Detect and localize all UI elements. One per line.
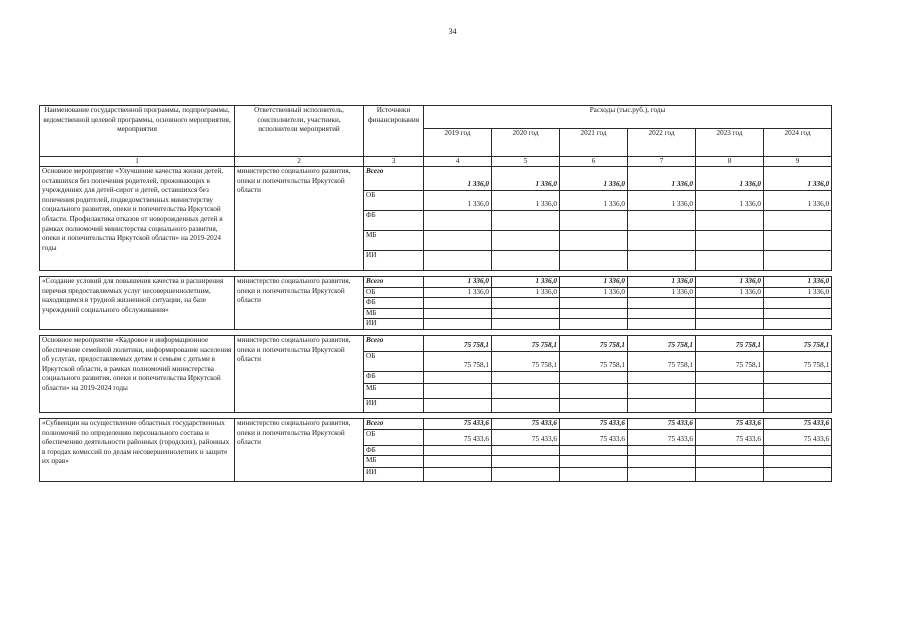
expense-value <box>560 298 628 309</box>
funding-source: ФБ <box>364 298 424 309</box>
funding-source: ИИ <box>364 251 424 271</box>
expense-value <box>424 298 492 309</box>
expense-value: 75 758,1 <box>764 335 832 351</box>
column-number: 3 <box>364 157 424 167</box>
expense-value <box>492 298 560 309</box>
activity-name: «Создание условий для повышения качества и расширения перечня предоставляемых услуг несовершеннолетним, находящимся в трудной жизненной ситуации, на базе учреждений социального обслуживания» <box>40 277 235 330</box>
expense-value <box>560 308 628 319</box>
expense-value <box>560 231 628 251</box>
column-number: 4 <box>424 157 492 167</box>
expense-value <box>696 468 764 482</box>
expense-value <box>424 231 492 251</box>
expense-value <box>628 319 696 330</box>
expense-value: 1 336,0 <box>560 277 628 288</box>
header-year: 2021 год <box>560 129 628 157</box>
expense-value: 75 433,6 <box>560 418 628 429</box>
expense-value: 75 758,1 <box>424 351 492 371</box>
funding-source: МБ <box>364 231 424 251</box>
expense-value: 1 336,0 <box>424 191 492 211</box>
executor-name: министерство социального развития, опеки и попечительства Иркутской области <box>235 277 364 330</box>
column-number-row <box>40 157 832 167</box>
expense-value <box>764 398 832 412</box>
header-year: 2024 год <box>764 129 832 157</box>
header-row <box>40 106 832 129</box>
expense-value <box>560 456 628 468</box>
funding-source: ФБ <box>364 371 424 383</box>
expense-value: 1 336,0 <box>628 191 696 211</box>
expense-value <box>424 319 492 330</box>
expense-value <box>696 445 764 456</box>
expense-value: 75 433,6 <box>492 418 560 429</box>
expense-value: 75 433,6 <box>424 418 492 429</box>
expense-value <box>696 319 764 330</box>
expense-value: 75 758,1 <box>696 351 764 371</box>
table-row <box>40 277 832 288</box>
header-year: 2022 год <box>628 129 696 157</box>
expense-value <box>696 308 764 319</box>
expense-value <box>492 308 560 319</box>
expense-value <box>492 445 560 456</box>
expense-value: 75 758,1 <box>764 351 832 371</box>
expense-value <box>628 251 696 271</box>
expense-value: 1 336,0 <box>764 277 832 288</box>
table-body <box>40 167 832 482</box>
expense-value <box>492 371 560 383</box>
expense-value <box>764 251 832 271</box>
expense-value <box>492 456 560 468</box>
expense-value <box>764 211 832 231</box>
expense-value <box>424 211 492 231</box>
column-number: 6 <box>560 157 628 167</box>
header-funding-sources: Источники финансирования <box>364 106 424 157</box>
expense-value <box>424 308 492 319</box>
column-number: 8 <box>696 157 764 167</box>
header-program-name: Наименование государственной программы, подпрограммы, ведомственной целевой программы, основного мероприятия, мероприятия <box>40 106 235 157</box>
expense-value <box>696 456 764 468</box>
expense-value: 75 433,6 <box>492 429 560 445</box>
expense-value: 75 758,1 <box>424 335 492 351</box>
expense-value <box>764 319 832 330</box>
expense-value <box>424 468 492 482</box>
expense-value <box>628 468 696 482</box>
expense-value: 75 433,6 <box>424 429 492 445</box>
expense-value <box>628 398 696 412</box>
table-row <box>40 335 832 351</box>
expense-value <box>560 445 628 456</box>
expense-value: 75 758,1 <box>696 335 764 351</box>
expense-value: 1 336,0 <box>492 167 560 191</box>
expense-value <box>764 456 832 468</box>
expense-value: 75 758,1 <box>492 351 560 371</box>
expense-value: 75 433,6 <box>764 418 832 429</box>
expense-value <box>560 251 628 271</box>
expense-value: 1 336,0 <box>424 287 492 298</box>
funding-source: ИИ <box>364 319 424 330</box>
expense-value: 1 336,0 <box>492 287 560 298</box>
expense-value <box>492 398 560 412</box>
budget-table <box>39 105 832 482</box>
expense-value: 75 433,6 <box>628 418 696 429</box>
expense-value <box>560 383 628 398</box>
expense-value: 1 336,0 <box>424 167 492 191</box>
expense-value <box>696 298 764 309</box>
expense-value: 1 336,0 <box>424 277 492 288</box>
expense-value <box>696 398 764 412</box>
table-row <box>40 167 832 191</box>
expense-value <box>492 211 560 231</box>
expense-value: 1 336,0 <box>764 287 832 298</box>
expense-value: 75 758,1 <box>628 335 696 351</box>
expense-value: 1 336,0 <box>560 287 628 298</box>
expense-value <box>696 371 764 383</box>
expense-value <box>628 211 696 231</box>
expense-value <box>424 371 492 383</box>
expense-value <box>424 398 492 412</box>
expense-value <box>492 231 560 251</box>
expense-value <box>492 251 560 271</box>
table-row <box>40 418 832 429</box>
expense-value <box>628 298 696 309</box>
funding-source: МБ <box>364 456 424 468</box>
expense-value <box>696 211 764 231</box>
expense-value <box>628 383 696 398</box>
expense-value <box>764 445 832 456</box>
expense-value <box>764 231 832 251</box>
activity-name: Основное мероприятие «Кадровое и информационное обеспечение семейной политики, информирование населения об услугах, предоставляемых детям и семьям с детьми в Иркутской области, в рамках полномочий министерства социального развития, опеки и попечительства Иркутской области» на 2019-2024 годы <box>40 335 235 412</box>
expense-value: 1 336,0 <box>696 167 764 191</box>
expense-value: 75 758,1 <box>628 351 696 371</box>
executor-name: министерство социального развития, опеки и попечительства Иркутской области <box>235 418 364 481</box>
expense-value: 1 336,0 <box>696 287 764 298</box>
header-year: 2020 год <box>492 129 560 157</box>
expense-value <box>424 456 492 468</box>
expense-value <box>628 371 696 383</box>
funding-source: Всего <box>364 277 424 288</box>
expense-value <box>560 211 628 231</box>
expense-value: 1 336,0 <box>696 277 764 288</box>
expense-value <box>628 231 696 251</box>
expense-value <box>764 468 832 482</box>
funding-source: ОБ <box>364 351 424 371</box>
column-number: 1 <box>40 157 235 167</box>
column-number: 9 <box>764 157 832 167</box>
header-expenses: Расходы (тыс.руб.), годы <box>424 106 832 129</box>
expense-value: 1 336,0 <box>560 167 628 191</box>
expense-value <box>628 445 696 456</box>
expense-value: 75 433,6 <box>696 418 764 429</box>
funding-source: Всего <box>364 335 424 351</box>
expense-value: 75 758,1 <box>492 335 560 351</box>
funding-source: ОБ <box>364 191 424 211</box>
expense-value <box>628 456 696 468</box>
expense-value <box>560 398 628 412</box>
expense-value <box>764 383 832 398</box>
expense-value <box>764 308 832 319</box>
expense-value: 75 758,1 <box>560 351 628 371</box>
expense-value <box>492 319 560 330</box>
executor-name: министерство социального развития, опеки и попечительства Иркутской области <box>235 335 364 412</box>
expense-value <box>764 371 832 383</box>
expense-value <box>492 468 560 482</box>
funding-source: ОБ <box>364 287 424 298</box>
expense-value: 75 433,6 <box>764 429 832 445</box>
funding-source: Всего <box>364 167 424 191</box>
executor-name: министерство социального развития, опеки и попечительства Иркутской области <box>235 167 364 271</box>
expense-value: 1 336,0 <box>628 277 696 288</box>
expense-value <box>424 445 492 456</box>
expense-value: 1 336,0 <box>696 191 764 211</box>
header-executor: Ответственный исполнитель, соисполнители, участники, исполнители мероприятий <box>235 106 364 157</box>
expense-value: 75 758,1 <box>560 335 628 351</box>
column-number: 5 <box>492 157 560 167</box>
expense-value: 75 433,6 <box>628 429 696 445</box>
expense-value: 1 336,0 <box>764 191 832 211</box>
column-number: 7 <box>628 157 696 167</box>
expense-value <box>424 251 492 271</box>
header-year: 2023 год <box>696 129 764 157</box>
expense-value: 1 336,0 <box>492 191 560 211</box>
activity-name: «Субвенции на осуществление областных государственных полномочий по определению персонального состава и обеспечению деятельности районных (городских), районных в городах комиссий по делам несовершеннолетних и защите их прав» <box>40 418 235 481</box>
expense-value: 1 336,0 <box>560 191 628 211</box>
page-number: 34 <box>448 27 457 36</box>
expense-value: 1 336,0 <box>764 167 832 191</box>
funding-source: Всего <box>364 418 424 429</box>
expense-value <box>560 468 628 482</box>
expense-value: 1 336,0 <box>628 287 696 298</box>
expense-value <box>764 298 832 309</box>
header-year: 2019 год <box>424 129 492 157</box>
expense-value <box>424 383 492 398</box>
expense-value <box>696 251 764 271</box>
expense-value <box>696 231 764 251</box>
expense-value: 75 433,6 <box>696 429 764 445</box>
expense-value <box>560 319 628 330</box>
expense-value: 1 336,0 <box>628 167 696 191</box>
expense-value <box>628 308 696 319</box>
funding-source: МБ <box>364 383 424 398</box>
funding-source: ФБ <box>364 445 424 456</box>
funding-source: МБ <box>364 308 424 319</box>
expense-value <box>560 371 628 383</box>
expense-value: 75 433,6 <box>560 429 628 445</box>
column-number: 2 <box>235 157 364 167</box>
funding-source: ИИ <box>364 398 424 412</box>
activity-name: Основное мероприятие «Улучшение качества жизни детей, оставшихся без попечения родителей, проживающих в учреждениях для детей-сирот и детей, оставшихся без попечения родителей, подведомственных министерству социального развития, опеки и попечительства Иркутской области. Профилактика отказов от новорожденных детей в рамках полномочий министерства социального развития, опеки и попечительства Иркутской области» на 2019-2024 годы <box>40 167 235 271</box>
expense-value <box>492 383 560 398</box>
expense-value: 1 336,0 <box>492 277 560 288</box>
funding-source: ОБ <box>364 429 424 445</box>
funding-source: ИИ <box>364 468 424 482</box>
expense-value <box>696 383 764 398</box>
funding-source: ФБ <box>364 211 424 231</box>
